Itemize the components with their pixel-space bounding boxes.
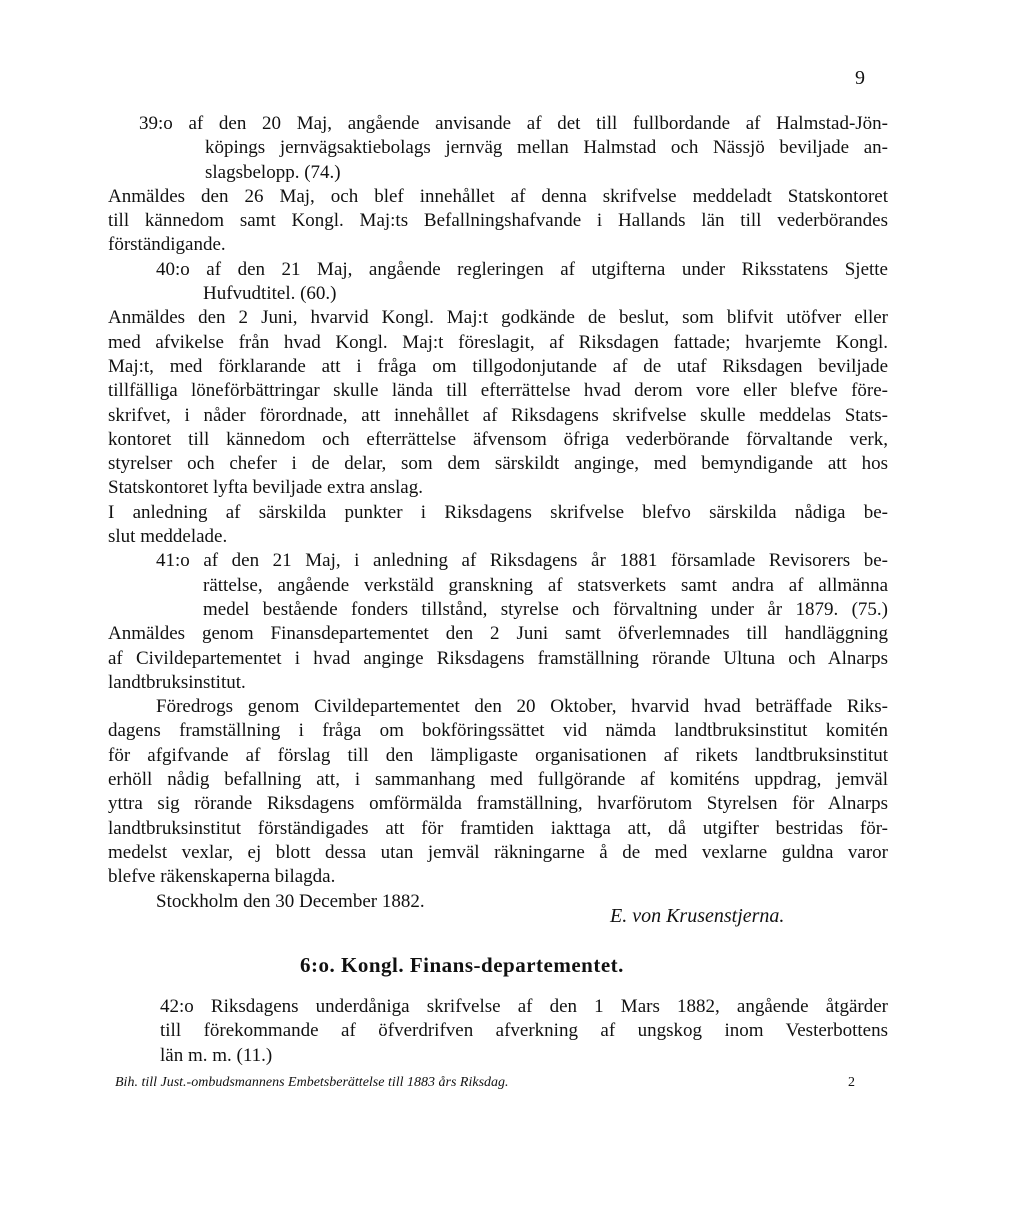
text-line: medel bestående fonders tillstånd, styrelse och förvaltning under år 1879. (75.)	[203, 598, 888, 620]
text-line: slagsbelopp. (74.)	[205, 161, 341, 183]
document-body	[108, 112, 888, 914]
text-line: yttra sig rörande Riksdagens omförmälda framställning, hvarförutom Styrelsen för Alnarps	[108, 793, 888, 815]
text-line: skrifvet, i nåder förordnade, att innehållet af Riksdagens skrifvelse skulle meddelas Stats-	[108, 404, 888, 426]
text-line: Maj:t, med förklarande att i fråga om tillgodonjutande af de utaf Riksdagen beviljade	[108, 355, 888, 377]
text-line: län m. m. (11.)	[160, 1044, 273, 1066]
text-line: köpings jernvägsaktiebolags jernväg mellan Halmstad och Nässjö beviljade an-	[205, 137, 888, 159]
text-line: erhöll nådig befallning att, i sammanhang med fullgörande af komiténs uppdrag, jemväl	[108, 769, 888, 791]
text-line: tillfälliga löneförbättringar skulle lända till efterrättelse hvad derom vore eller blefve före-	[108, 380, 888, 402]
text-line: landtbruksinstitut.	[108, 671, 246, 693]
text-line: I anledning af särskilda punkter i Riksdagens skrifvelse blefvo särskilda nådiga be-	[108, 501, 888, 523]
text-line: af Civildepartementet i hvad anginge Riksdagens framställning rörande Ultuna och Alnarps	[108, 647, 888, 669]
text-line: rättelse, angående verkstäld granskning af statsverkets samt andra af allmänna	[203, 574, 888, 596]
text-line: dagens framställning i fråga om bokföringssättet vid nämda landtbruksinstitut komitén	[108, 720, 888, 742]
text-line: styrelser och chefer i de delar, som dem särskildt anginge, med bemyndigande att hos	[108, 453, 888, 475]
text-line: landtbruksinstitut förständigades att för framtiden iakttaga att, då utgifter bestridas för-	[108, 817, 888, 839]
text-line: slut meddelade.	[108, 526, 228, 548]
page-number: 9	[855, 67, 865, 89]
text-line: till förekommande af öfverdrifven afverkning af ungskog inom Vesterbottens	[160, 1020, 888, 1042]
text-line: för afgifvande af förslag till den lämpligaste organisationen af rikets landtbruksinstitut	[108, 744, 888, 766]
text-line: 39:o af den 20 Maj, angående anvisande af det till fullbordande af Halmstad-Jön-	[139, 113, 888, 134]
text-line: förständigande.	[108, 234, 226, 256]
text-line: Statskontoret lyfta beviljade extra anslag.	[108, 477, 423, 499]
text-line: 40:o af den 21 Maj, angående regleringen af utgifterna under Riksstatens Sjette	[156, 258, 888, 280]
text-line: Stockholm den 30 December 1882.	[156, 890, 425, 912]
section-body	[160, 995, 888, 1068]
text-line: Anmäldes genom Finansdepartementet den 2 Juni samt öfverlemnades till handläggning	[108, 623, 888, 645]
text-line: Anmäldes den 26 Maj, och blef innehållet af denna skrifvelse meddeladt Statskontoret	[108, 185, 888, 207]
text-line: blefve räkenskaperna bilagda.	[108, 866, 336, 888]
section-heading: 6:o. Kongl. Finans-departementet.	[300, 953, 624, 977]
footer-text: Bih. till Just.-ombudsmannens Embetsberättelse till 1883 års Riksdag.	[115, 1075, 509, 1090]
text-line: Föredrogs genom Civildepartementet den 20 Oktober, hvarvid hvad beträffade Riks-	[156, 696, 888, 718]
signature: E. von Krusenstjerna.	[610, 905, 785, 927]
text-line: medelst vexlar, ej blott dessa utan jemväl räkningarne å de med vexlarne guldna varor	[108, 841, 888, 863]
text-line: Anmäldes den 2 Juni, hvarvid Kongl. Maj:t godkände de beslut, som blifvit utöfver eller	[108, 307, 888, 329]
footer	[115, 1071, 855, 1095]
footer-number: 2	[848, 1075, 855, 1090]
text-line: 42:o Riksdagens underdåniga skrifvelse af den 1 Mars 1882, angående åtgärder	[160, 996, 888, 1017]
text-line: Hufvudtitel. (60.)	[203, 283, 337, 305]
text-line: till kännedom samt Kongl. Maj:ts Befallningshafvande i Hallands län till vederbörandes	[108, 210, 888, 232]
text-line: 41:o af den 21 Maj, i anledning af Riksdagens år 1881 församlade Revisorers be-	[156, 550, 888, 572]
text-line: kontoret till kännedom och efterrättelse äfvensom öfriga vederbörande förvaltande verk,	[108, 428, 888, 450]
text-line: med afvikelse från hvad Kongl. Maj:t föreslagit, af Riksdagen fattade; hvarjemte Kongl.	[108, 331, 888, 353]
